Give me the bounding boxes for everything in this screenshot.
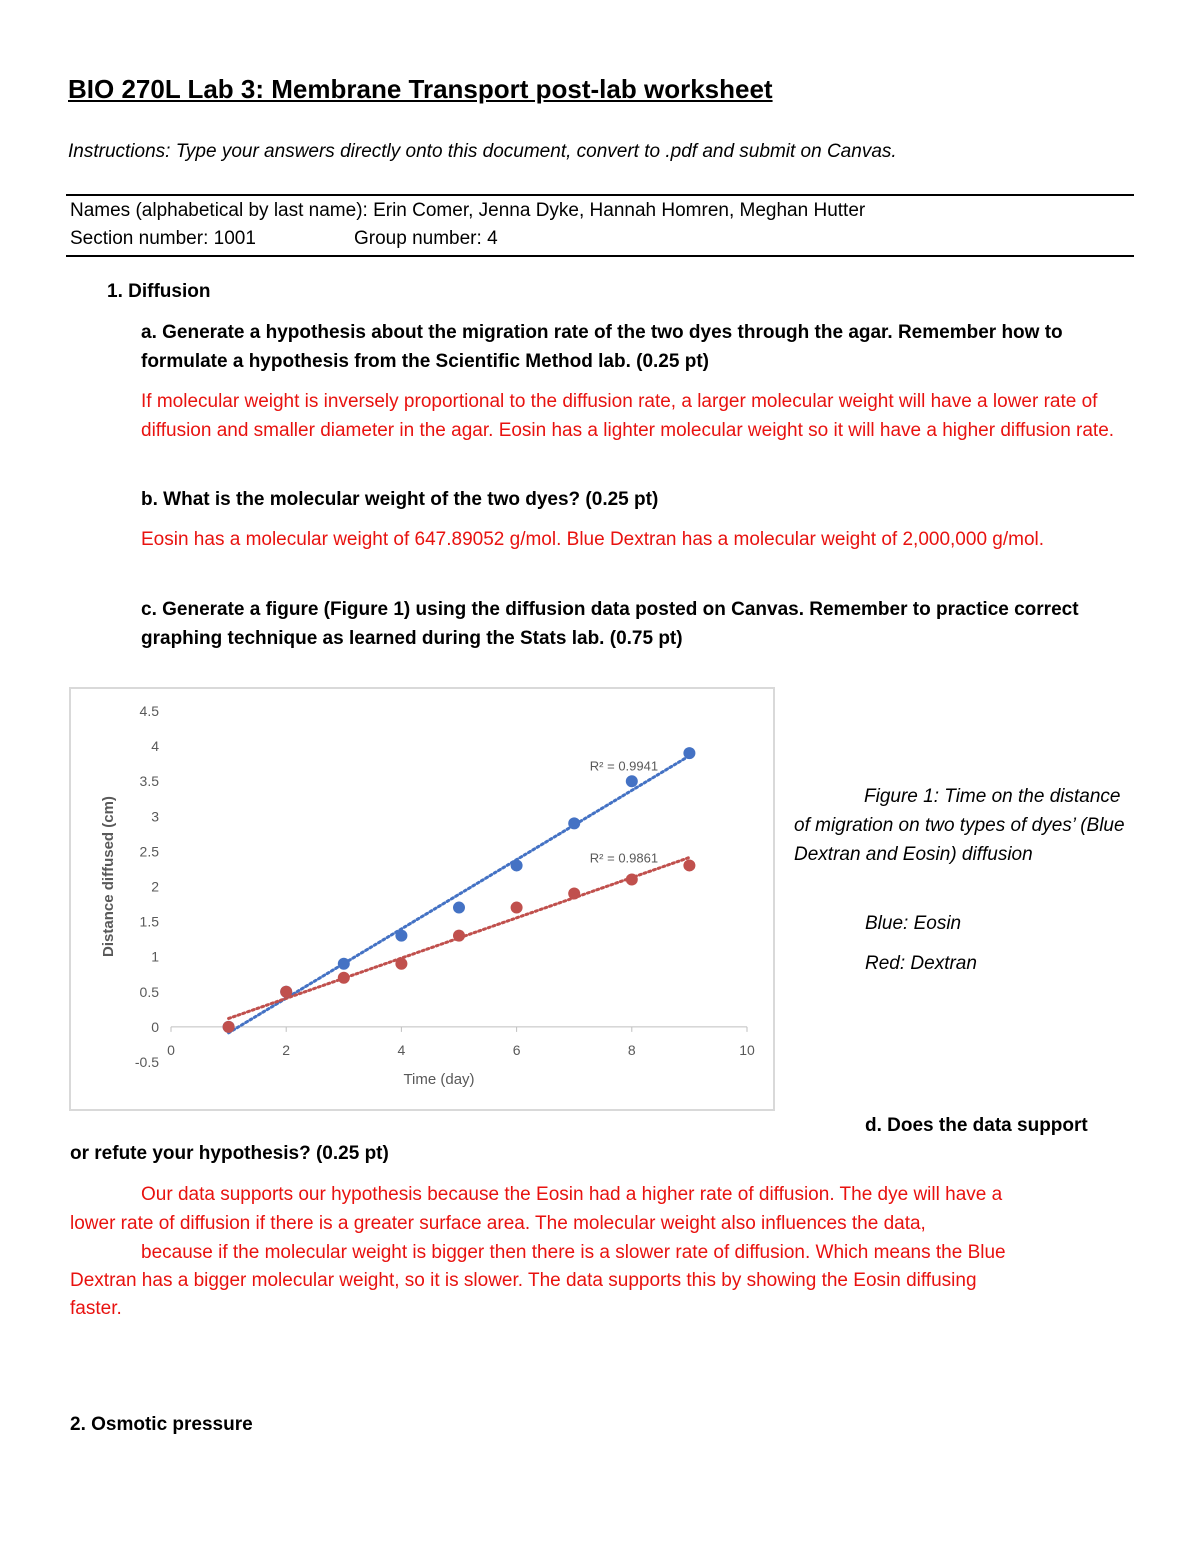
x-tick-label: 2 [282, 1041, 291, 1058]
y-tick-label: 0.5 [139, 983, 159, 1000]
r2-label-series-1: R² = 0.9941 [589, 758, 659, 774]
data-point-series-2 [453, 930, 465, 942]
answer-1b: Eosin has a molecular weight of 647.89052 g/mol. Blue Dextran has a molecular weight of 2,000,000 g/mol. [141, 529, 1045, 550]
data-point-series-2 [626, 873, 638, 885]
answer-1d-line4: Dextran has a bigger molecular weight, so it is slower. The data supports this by showing the Eosin diffusing [70, 1270, 977, 1291]
y-tick-label: 0 [151, 1018, 159, 1035]
x-tick-label: 0 [167, 1041, 175, 1058]
section-number: Section number: 1001 [70, 228, 256, 249]
x-tick-label: 6 [512, 1041, 521, 1058]
data-point-series-2 [511, 902, 523, 914]
x-tick-label: 8 [627, 1041, 636, 1058]
x-tick-label: 10 [739, 1041, 755, 1058]
group-number: Group number: 4 [354, 228, 498, 249]
question-1d-part1: d. Does the data support [865, 1115, 1088, 1136]
answer-1d-line3: because if the molecular weight is bigger then there is a slower rate of diffusion. Which means the Blue [141, 1242, 1006, 1263]
data-point-series-1 [683, 747, 695, 759]
page-title: BIO 270L Lab 3: Membrane Transport post-lab worksheet [68, 74, 773, 104]
names-line: Names (alphabetical by last name): Erin Comer, Jenna Dyke, Hannah Homren, Meghan Hutter [70, 200, 866, 221]
y-tick-label: 2 [151, 878, 159, 895]
data-point-series-2 [395, 958, 407, 970]
data-point-series-2 [223, 1021, 235, 1033]
section-heading-osmotic-pressure: 2. Osmotic pressure [70, 1414, 253, 1435]
y-tick-label: 2.5 [139, 843, 159, 860]
y-tick-label: 4 [151, 738, 159, 755]
instructions-text: Instructions: Type your answers directly onto this document, convert to .pdf and submit on Canvas. [68, 141, 897, 162]
chart-svg [71, 689, 773, 1109]
answer-1d-line5: faster. [70, 1298, 122, 1319]
data-point-series-1 [511, 859, 523, 871]
y-axis-title: Distance diffused (cm) [100, 796, 117, 957]
question-1a: a. Generate a hypothesis about the migration rate of the two dyes through the agar. Remember how to formulate a hypothesis from the Scientific Method lab. (0.25 pt) [141, 322, 1063, 372]
legend-note-blue: Blue: Eosin [865, 913, 962, 934]
answer-1d-line1: Our data supports our hypothesis because the Eosin had a higher rate of diffusion. The dye will have a [141, 1184, 1003, 1205]
data-point-series-2 [338, 972, 350, 984]
data-point-series-2 [683, 859, 695, 871]
data-point-series-1 [626, 775, 638, 787]
answer-1a: If molecular weight is inversely proportional to the diffusion rate, a larger molecular weight will have a lower rate of diffusion and smaller diameter in the agar. Eosin has a lighter molecular weight so it will have a higher diffusion rate. [141, 391, 1115, 441]
y-tick-label: 1.5 [139, 913, 159, 930]
section-heading-diffusion: 1. Diffusion [107, 281, 211, 302]
legend-note-red: Red: Dextran [865, 953, 977, 974]
answer-1d-line2: lower rate of diffusion if there is a greater surface area. The molecular weight also influences the data, [70, 1213, 926, 1234]
data-point-series-2 [568, 888, 580, 900]
trendline-series-1 [229, 756, 690, 1033]
header-bottom-rule [66, 255, 1134, 257]
y-tick-label: 4.5 [139, 703, 159, 719]
data-point-series-1 [338, 958, 350, 970]
question-1d-part2: or refute your hypothesis? (0.25 pt) [70, 1143, 389, 1164]
y-tick-label: 1 [151, 948, 159, 965]
data-point-series-1 [568, 817, 580, 829]
data-point-series-1 [395, 930, 407, 942]
question-1c: c. Generate a figure (Figure 1) using the diffusion data posted on Canvas. Remember to practice correct graphing technique as learned during the Stats lab. (0.75 pt) [141, 599, 1079, 649]
data-point-series-1 [453, 902, 465, 914]
header-top-rule [66, 194, 1134, 196]
data-point-series-2 [280, 986, 292, 998]
x-axis-title: Time (day) [403, 1071, 475, 1088]
y-tick-label: 3.5 [139, 773, 159, 790]
y-tick-label: -0.5 [134, 1054, 159, 1070]
y-tick-label: 3 [151, 808, 159, 825]
figure-caption: Figure 1: Time on the distance of migration on two types of dyes’ (Blue Dextran and Eosin) diffusion [794, 786, 1125, 865]
x-tick-label: 4 [397, 1041, 406, 1058]
r2-label-series-2: R² = 0.9861 [589, 850, 659, 866]
figure-1-chart [69, 687, 775, 1111]
question-1b: b. What is the molecular weight of the two dyes? (0.25 pt) [141, 489, 659, 510]
